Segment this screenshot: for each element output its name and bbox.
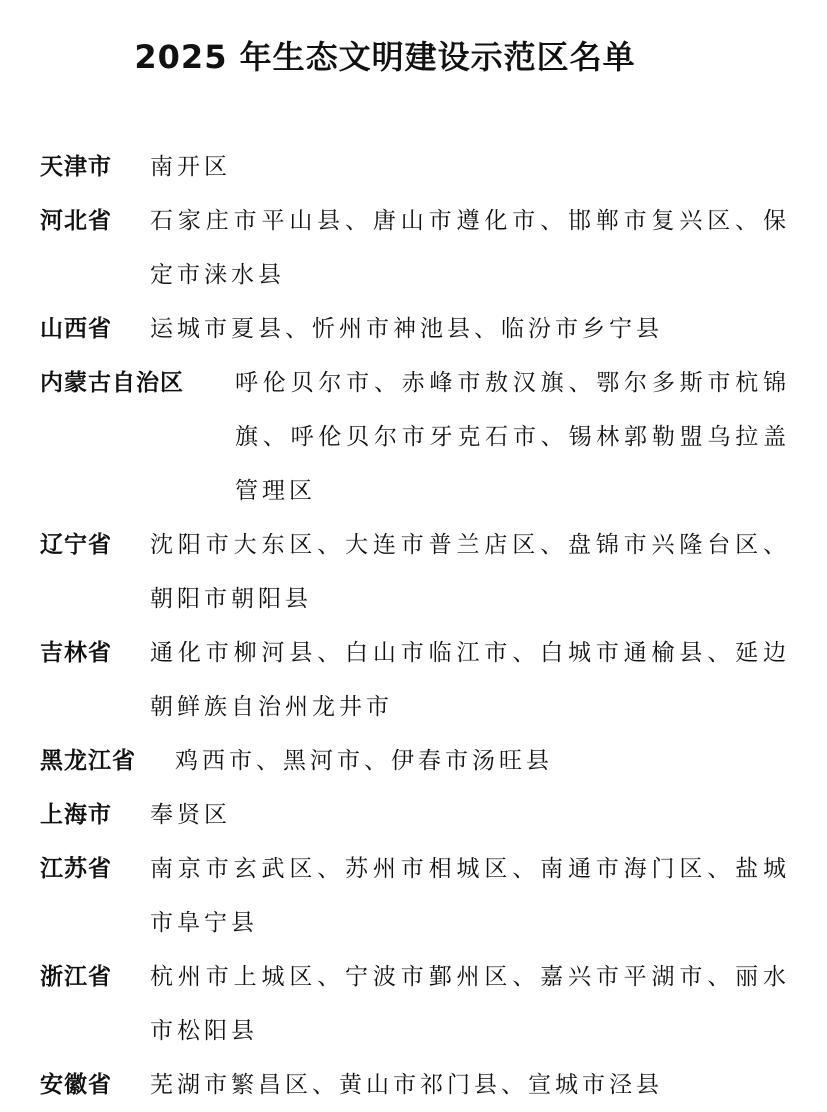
- document-title: 2025 年生态文明建设示范区名单: [134, 38, 636, 76]
- list-item-liaoning: [40, 518, 790, 626]
- region-name: 上海市: [40, 802, 112, 828]
- list-item-shanxi: [40, 302, 790, 356]
- region-name: 吉林省: [40, 640, 112, 666]
- list-item-neimenggu: [40, 356, 790, 518]
- region-areas: 沈阳市大东区、大连市普兰店区、盘锦市兴隆台区、朝阳市朝阳县: [150, 532, 790, 612]
- region-areas: 鸡西市、黑河市、伊春市汤旺县: [175, 748, 553, 774]
- list-item-shanghai: [40, 788, 790, 842]
- list-item-jiangsu: [40, 842, 790, 950]
- region-name: 内蒙古自治区: [40, 370, 184, 396]
- region-name: 黑龙江省: [40, 748, 136, 774]
- region-areas: 南开区: [150, 154, 231, 180]
- region-name: 天津市: [40, 154, 112, 180]
- region-areas: 石家庄市平山县、唐山市遵化市、邯郸市复兴区、保定市涞水县: [150, 208, 790, 288]
- region-areas: 通化市柳河县、白山市临江市、白城市通榆县、延边朝鲜族自治州龙井市: [150, 640, 790, 720]
- region-areas: 呼伦贝尔市、赤峰市敖汉旗、鄂尔多斯市杭锦旗、呼伦贝尔市牙克石市、锡林郭勒盟乌拉盖管理区: [235, 370, 790, 504]
- list-item-tianjin: [40, 140, 790, 194]
- region-areas: 南京市玄武区、苏州市相城区、南通市海门区、盐城市阜宁县: [150, 856, 790, 936]
- region-name: 浙江省: [40, 964, 112, 990]
- list-item-heilongjiang: [40, 734, 790, 788]
- region-areas: 运城市夏县、忻州市神池县、临汾市乡宁县: [150, 316, 663, 342]
- region-name: 河北省: [40, 208, 112, 234]
- region-name: 辽宁省: [40, 532, 112, 558]
- region-list: [40, 140, 790, 1112]
- region-areas: 奉贤区: [150, 802, 231, 828]
- list-item-zhejiang: [40, 950, 790, 1058]
- list-item-anhui: [40, 1058, 790, 1112]
- list-item-hebei: [40, 194, 790, 302]
- region-name: 江苏省: [40, 856, 112, 882]
- region-areas: 杭州市上城区、宁波市鄞州区、嘉兴市平湖市、丽水市松阳县: [150, 964, 790, 1044]
- list-item-jilin: [40, 626, 790, 734]
- region-areas: 芜湖市繁昌区、黄山市祁门县、宣城市泾县: [150, 1072, 663, 1098]
- region-name: 安徽省: [40, 1072, 112, 1098]
- region-name: 山西省: [40, 316, 112, 342]
